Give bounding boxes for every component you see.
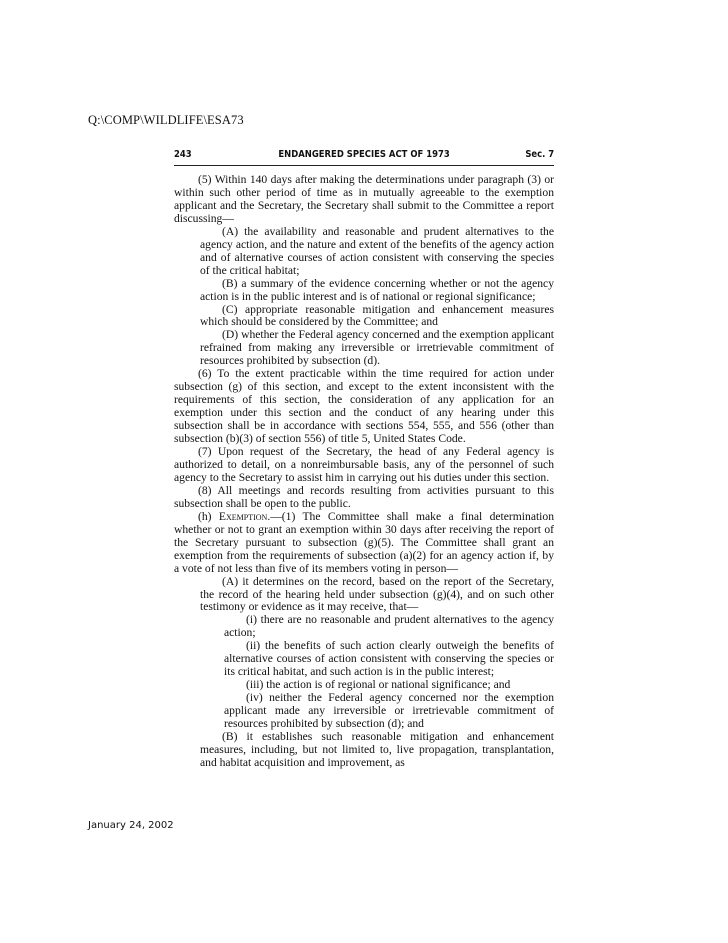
running-title: ENDANGERED SPECIES ACT OF 1973 xyxy=(278,149,450,160)
subsection-h-prefix: (h) xyxy=(198,509,219,523)
subsection-h-text: .—(1) The Committee shall make a final determination whether or not to grant an exemption within 30 days after receiving the report of the Secretary pursuant to subsection (g)(5). The Committee shall grant an exemption from the requirements of subsection (a)(2) for an agency action if, by a vote of not less than five of its members voting in person— xyxy=(174,509,554,575)
clause-5-C: (C) appropriate reasonable mitigation and enhancement measures which should be considered by the Committee; and xyxy=(200,302,554,329)
paragraph-8: (8) All meetings and records resulting from activities pursuant to this subsection shall be open to the public. xyxy=(174,483,554,510)
clause-h-A-i: (i) there are no reasonable and prudent alternatives to the agency action; xyxy=(224,613,554,640)
clause-5-B: (B) a summary of the evidence concerning whether or not the agency action is in the public interest and is of national or regional significance; xyxy=(200,276,554,303)
file-path: Q:\COMP\WILDLIFE\ESA73 xyxy=(88,113,244,127)
clause-h-A-iii: (iii) the action is of regional or national significance; and xyxy=(246,678,511,692)
clause-5-A: (A) the availability and reasonable and prudent alternatives to the agency action, and the nature and extent of the benefits of the agency action and of alternative courses of action consistent with conserving the species of the critical habitat; xyxy=(200,224,554,277)
page-number: 243 xyxy=(174,149,192,160)
paragraph-6: (6) To the extent practicable within the time required for action under subsection (g) of this section, and except to the extent inconsistent with the requirements of this section, the consideration of any application for an exemption under this section and the conduct of any hearing under this subsection shall be in accordance with sections 554, 555, and 556 (other than subsection (b)(3) of section 556) of title 5, United States Code. xyxy=(174,367,554,446)
clause-h-B: (B) it establishes such reasonable mitigation and enhancement measures, including, but not limited to, live propagation, transplantation, and habitat acquisition and improvement, as xyxy=(200,729,554,769)
subsection-h xyxy=(174,511,554,576)
clause-h-A-ii: (ii) the benefits of such action clearly outweigh the benefits of alternative courses of action consistent with conserving the species or its critical habitat, and such action is in the public interest; xyxy=(224,639,554,679)
subsection-h-heading: Exemption xyxy=(218,509,268,523)
clause-h-A-iv: (iv) neither the Federal agency concerned nor the exemption applicant made any irreversible or irretrievable commitment of resources prohibited by subsection (d); and xyxy=(224,691,554,731)
clause-5-D: (D) whether the Federal agency concerned and the exemption applicant refrained from making any irreversible or irretrievable commitment of resources prohibited by subsection (d). xyxy=(200,328,554,368)
section-label: Sec. 7 xyxy=(525,149,555,160)
footer-date: January 24, 2002 xyxy=(88,820,174,831)
paragraph-5: (5) Within 140 days after making the determinations under paragraph (3) or within such other period of time as in mutually agreeable to the exemption applicant and the Secretary, the Secretary shall submit to the Committee a report discussing— xyxy=(174,173,554,225)
paragraph-7: (7) Upon request of the Secretary, the head of any Federal agency is authorized to detail, on a nonreimbursable basis, any of the personnel of such agency to the Secretary to assist him in carrying out his duties under this section. xyxy=(174,445,554,484)
header-rule xyxy=(174,165,554,166)
clause-h-A: (A) it determines on the record, based on the report of the Secretary, the record of the hearing held under subsection (g)(4), and on such other testimony or evidence as it may receive, that— xyxy=(200,574,554,614)
document-body xyxy=(174,174,554,770)
